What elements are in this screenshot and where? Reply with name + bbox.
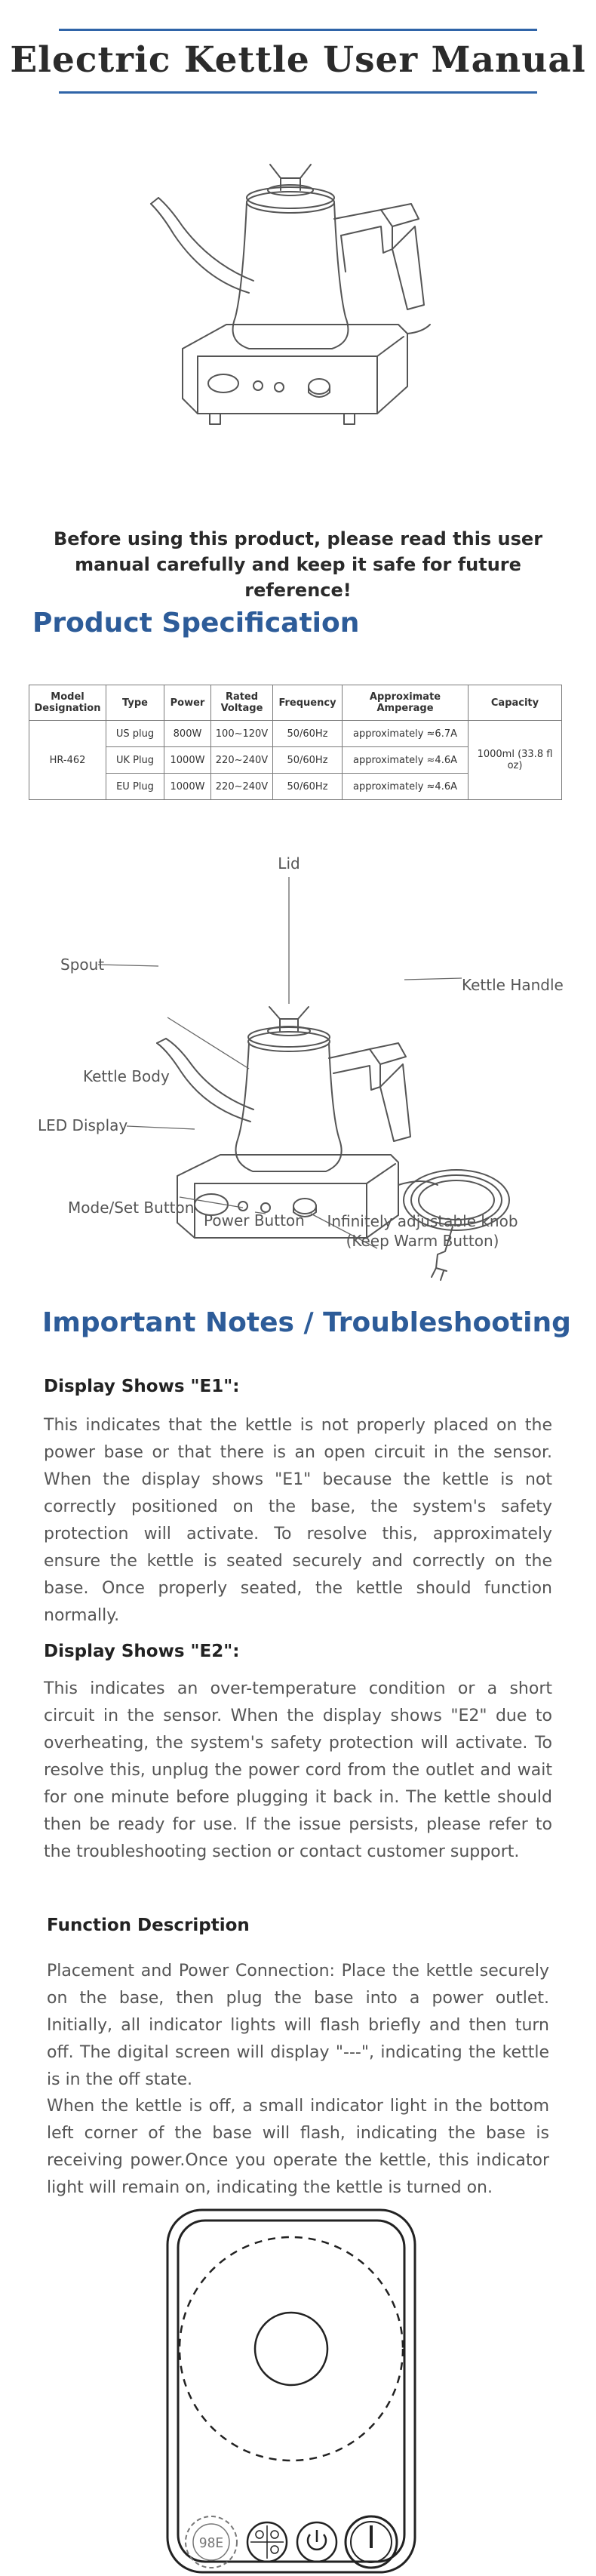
e1-heading: Display Shows "E1": [44,1377,240,1396]
e2-heading: Display Shows "E2": [44,1642,240,1661]
spec-header-voltage: Rated Voltage [211,685,273,721]
base-control-panel [0,2174,596,2576]
spec-header-type: Type [106,685,164,721]
led-display-readout: 98E [198,2535,224,2551]
table-row [29,721,562,747]
intro-notice: Before using this product, please read this user manual carefully and keep it safe for future reference! [53,528,543,601]
spec-cell-type: UK Plug [106,747,164,774]
spec-cell-amperage: approximately ≈4.6A [343,774,469,800]
spec-cell-voltage: 220~240V [211,747,273,774]
spec-cell-type: EU Plug [106,774,164,800]
spec-table [29,685,562,800]
label-kettle-body: Kettle Body [83,1067,170,1085]
spec-cell-power: 1000W [164,774,211,800]
spec-cell-voltage: 220~240V [211,774,273,800]
spec-header-frequency: Frequency [273,685,343,721]
label-knob [309,1211,536,1251]
spec-cell-type: US plug [106,721,164,747]
notes-heading: Important Notes / Troubleshooting [42,1307,571,1338]
spec-cell-frequency: 50/60Hz [273,721,343,747]
spec-capacity-cell: 1000ml (33.8 fl oz) [469,721,562,800]
function-paragraph-1: Placement and Power Connection: Place the kettle securely on the base, then plug the base into a power outlet. Initially, all indicator lights will flash briefly and then turn off. The digital screen will display "---", indicating the kettle is in the off state. [47,1962,549,2089]
label-power-button: Power Button [204,1211,305,1230]
spec-header-model: Model Designation [29,685,106,721]
spec-cell-amperage: approximately ≈6.7A [343,721,469,747]
label-knob-line1: Infinitely adjustable knob [327,1212,518,1230]
spec-heading: Product Specification [32,608,360,639]
spec-header-power: Power [164,685,211,721]
label-mode-set-button: Mode/Set Button [68,1199,195,1217]
label-knob-line2: (Keep Warm Button) [346,1232,499,1250]
function-paragraph-2: When the kettle is off, a small indicator light in the bottom left corner of the base will flash, indicating the base is receiving power.Once you operate the kettle, this indicator light will remain on, indicating the kettle is turned on. [47,2097,549,2197]
spec-cell-frequency: 50/60Hz [273,747,343,774]
e1-text: This indicates that the kettle is not properly placed on the power base or that there is an open circuit in the sensor. When the display shows "E1" because the kettle is not correctly positioned on the base, the system's safety protection will activate. To resolve this, approximately ensure the kettle is seated securely and correctly on the base. Once properly seated, the kettle should function normally. [44,1416,552,1625]
label-kettle-handle: Kettle Handle [462,976,564,994]
label-spout: Spout [60,956,105,974]
spec-header-amperage: Approximate Amperage [343,685,469,721]
spec-cell-amperage: approximately ≈4.6A [343,747,469,774]
label-lid: Lid [278,854,300,873]
spec-model-cell: HR-462 [29,721,106,800]
spec-cell-power: 1000W [164,747,211,774]
spec-cell-frequency: 50/60Hz [273,774,343,800]
kettle-illustration [0,0,596,513]
function-heading: Function Description [47,1916,250,1935]
spec-cell-power: 800W [164,721,211,747]
e2-text: This indicates an over-temperature condition or a short circuit in the sensor. When the display shows "E2" due to overheating, the system's safety protection will activate. To resolve this, unplug the power cord from the outlet and wait for one minute before plugging it back in. The kettle should then be ready for use. If the issue persists, please refer to the troubleshooting section or contact customer support. [44,1679,552,1861]
spec-header-capacity: Capacity [469,685,562,721]
spec-cell-voltage: 100~120V [211,721,273,747]
page-title: Electric Kettle User Manual [10,39,586,81]
label-led-display: LED Display [38,1116,128,1134]
